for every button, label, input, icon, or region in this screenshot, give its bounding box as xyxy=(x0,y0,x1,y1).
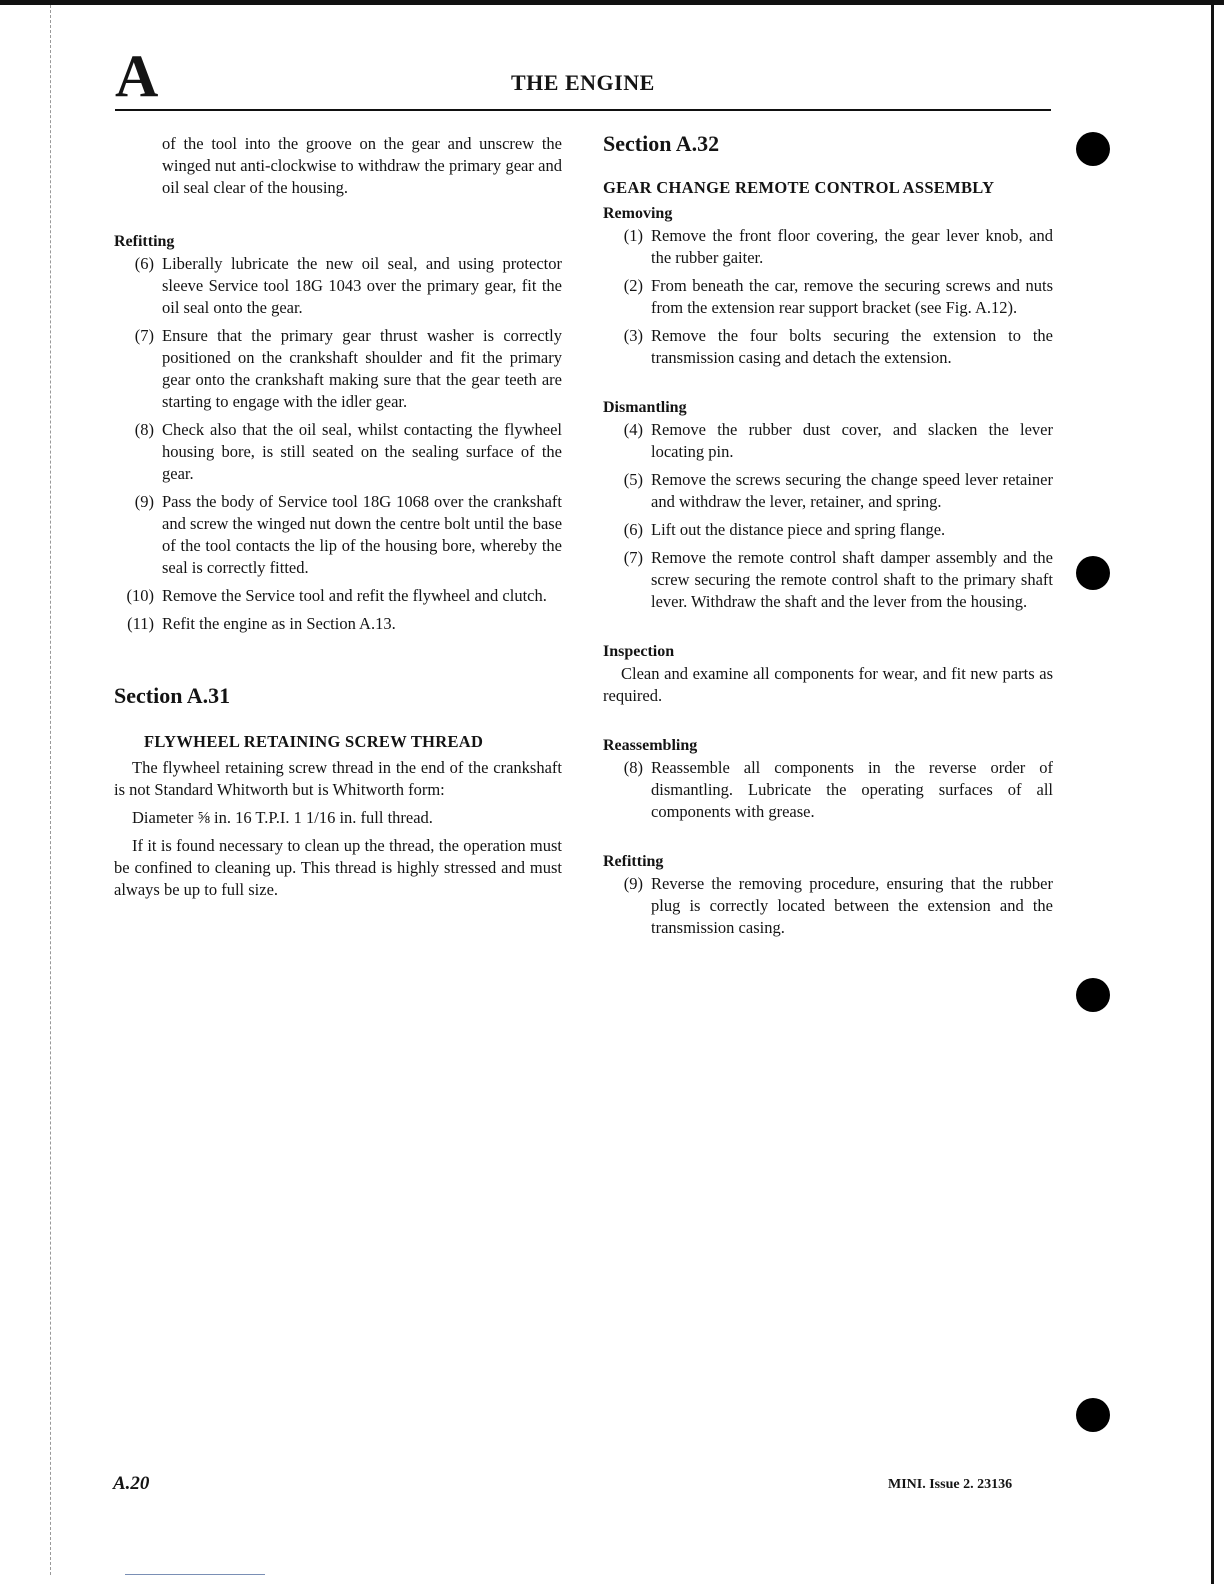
issue-reference: MINI. Issue 2. 23136 xyxy=(888,1477,1013,1492)
list-item xyxy=(603,873,1053,939)
step-number: (1) xyxy=(623,226,643,245)
list-item xyxy=(114,325,562,413)
step-number: (8) xyxy=(623,758,643,777)
reassembling-heading: Reassembling xyxy=(603,737,698,754)
left-column xyxy=(114,133,562,901)
list-item xyxy=(603,325,1053,369)
list-item xyxy=(114,491,562,579)
refitting-heading-right: Refitting xyxy=(603,853,664,870)
right-column xyxy=(603,133,1053,945)
page-title: THE ENGINE xyxy=(511,70,655,95)
list-item xyxy=(114,253,562,319)
step-text: Pass the body of Service tool 18G 1068 over the crankshaft and screw the winged nut down the centre bolt until the base of the tool contacts the lip of the housing bore, whereby the seal is correctly fitted. xyxy=(162,492,563,577)
section-a32-title: Section A.32 xyxy=(603,131,720,156)
dismantling-heading: Dismantling xyxy=(603,399,687,416)
list-item xyxy=(114,585,562,607)
list-item xyxy=(603,225,1053,269)
step-text: From beneath the car, remove the securing screws and nuts from the extension rear support bracket (see Fig. A.12). xyxy=(651,276,1053,317)
header-rule xyxy=(115,109,1051,111)
step-number: (8) xyxy=(134,420,154,439)
binder-hole xyxy=(1076,132,1110,166)
list-item xyxy=(114,613,562,635)
step-text: Remove the front floor covering, the gear lever knob, and the rubber gaiter. xyxy=(651,226,1053,267)
step-text: Remove the four bolts securing the extension to the transmission casing and detach the extension. xyxy=(651,326,1053,367)
page-right-edge xyxy=(1211,0,1214,1584)
list-item xyxy=(603,419,1053,463)
step-number: (6) xyxy=(134,254,154,273)
scan-artifact-line xyxy=(125,1574,265,1575)
section-a31-title: Section A.31 xyxy=(114,683,231,708)
step-text: Check also that the oil seal, whilst contacting the flywheel housing bore, is still seated on the sealing surface of the gear. xyxy=(162,420,562,483)
step-number: (9) xyxy=(134,492,154,511)
section-a31-subtitle: FLYWHEEL RETAINING SCREW THREAD xyxy=(144,732,484,751)
continuation-paragraph: of the tool into the groove on the gear and unscrew the winged nut anti-clockwise to withdraw the primary gear and oil seal clear of the housing. xyxy=(162,134,562,197)
section-letter: A xyxy=(115,43,159,109)
step-number: (5) xyxy=(623,470,643,489)
step-number: (10) xyxy=(126,586,154,605)
step-number: (11) xyxy=(127,614,154,633)
step-text: Remove the Service tool and refit the flywheel and clutch. xyxy=(162,586,547,605)
page-number: A.20 xyxy=(113,1473,150,1494)
section-a31-paragraph: The flywheel retaining screw thread in the end of the crankshaft is not Standard Whitworth but is Whitworth form: xyxy=(114,758,562,799)
list-item xyxy=(114,419,562,485)
step-text: Reverse the removing procedure, ensuring that the rubber plug is correctly located between the extension and the transmission casing. xyxy=(651,874,1053,937)
step-text: Remove the remote control shaft damper assembly and the screw securing the remote control shaft to the primary shaft lever. Withdraw the shaft and the lever from the housing. xyxy=(651,548,1053,611)
binder-hole xyxy=(1076,556,1110,590)
step-text: Lift out the distance piece and spring flange. xyxy=(651,520,946,539)
section-a31-spec: Diameter ⅝ in. 16 T.P.I. 1 1/16 in. full thread. xyxy=(132,808,433,827)
step-text: Remove the rubber dust cover, and slacken the lever locating pin. xyxy=(651,420,1053,461)
step-number: (4) xyxy=(623,420,643,439)
step-text: Refit the engine as in Section A.13. xyxy=(162,614,396,633)
step-number: (9) xyxy=(623,874,643,893)
step-number: (3) xyxy=(623,326,643,345)
step-text: Reassemble all components in the reverse order of dismantling. Lubricate the operating surfaces of all components with grease. xyxy=(651,758,1053,821)
list-item xyxy=(603,275,1053,319)
list-item xyxy=(603,757,1053,823)
step-text: Ensure that the primary gear thrust washer is correctly positioned on the crankshaft shoulder and fit the primary gear onto the crankshaft making sure that the gear teeth are starting to engage with the idler gear. xyxy=(162,326,562,411)
step-number: (7) xyxy=(623,548,643,567)
step-number: (7) xyxy=(134,326,154,345)
binder-hole xyxy=(1076,978,1110,1012)
step-number: (2) xyxy=(623,276,643,295)
refitting-heading: Refitting xyxy=(114,233,175,250)
removing-heading: Removing xyxy=(603,205,673,222)
step-number: (6) xyxy=(623,520,643,539)
inspection-text: Clean and examine all components for wear, and fit new parts as required. xyxy=(603,664,1053,705)
section-a32-subtitle: GEAR CHANGE REMOTE CONTROL ASSEMBLY xyxy=(603,178,995,197)
step-text: Liberally lubricate the new oil seal, and using protector sleeve Service tool 18G 1043 over the primary gear, fit the oil seal onto the gear. xyxy=(162,254,562,317)
list-item xyxy=(603,519,1053,541)
binding-margin-line xyxy=(50,5,51,1575)
step-text: Remove the screws securing the change speed lever retainer and withdraw the lever, retainer, and spring. xyxy=(651,470,1053,511)
section-a31-paragraph-2: If it is found necessary to clean up the thread, the operation must be confined to cleaning up. This thread is highly stressed and must always be up to full size. xyxy=(114,836,562,899)
page-top-edge xyxy=(0,0,1224,5)
inspection-heading: Inspection xyxy=(603,643,675,660)
list-item xyxy=(603,547,1053,613)
list-item xyxy=(603,469,1053,513)
binder-hole xyxy=(1076,1398,1110,1432)
